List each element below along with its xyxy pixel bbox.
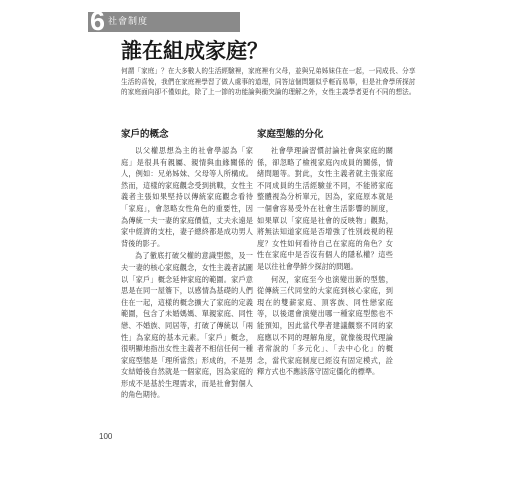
chapter-number: 6 xyxy=(90,6,106,36)
intro-paragraph: 何謂「家庭」？在大多數人的生活經驗裡，家庭裡有父母，並與兄弟姊妹住在一起，一同成長、分享生活的喜悅，我們在家庭裡學習了做人處事的道理，同答這個問題似乎輕而易舉，但是社會學所探討的家庭面向卻不僅如此，除了上一節的功能論與衝突論的理解之外，女性主義學者更有不同的想法。 xyxy=(121,67,416,97)
page-number: 100 xyxy=(99,432,113,441)
right-column-heading: 家庭型態的分化 xyxy=(257,129,324,140)
left-paragraph: 為了徹底打破父權的意識型態，及一夫一妻的核心家庭觀念，女性主義者試圖以「家戶」概念延伸家庭的範圍。家戶意思是在同一屋簷下，以感情為基礎的人們住在一起，這樣的概念擴大了家庭的定義範圍，包含了未婚媽媽、單親家庭、同性戀、不婚族、同居等，打破了傳統以「兩性」為家庭的基本元素。「家戶」概念，很明顯地指出女性主義者不相信任何一種家庭型態是「理所當然」形成的，不是男女結婚後自然就是一個家庭，因為家庭的形成不是基於生理需求，而是社會對個人的角色期待。 xyxy=(121,251,253,400)
right-column xyxy=(257,128,393,378)
left-column-heading: 家戶的概念 xyxy=(121,129,169,140)
right-paragraph: 社會學理論習慣討論社會與家庭的關係，卻忽略了檢視家庭內成員的關係，情緒問題等。對此，女性主義者就主張家庭不同成員的生活經驗並不同，不能將家庭整體視為分析單元，因為，家庭原本就是一個會容易受外在社會生活影響的制度，如果單以「家庭是社會的反映物」觀點，將無法知道家庭是否增強了性別歧視的程度？女性如何看待自己在家庭的角色？女性在家庭中是否沒有個人的隱私權？這些是以往社會學鮮少探討的問題。 xyxy=(257,146,393,271)
left-column xyxy=(121,128,253,401)
right-paragraph: 何況，家庭至今也演變出新的型態，從傳統三代同堂的大家庭到核心家庭，到現在的雙薪家庭、頂客族、同性戀家庭等，以後還會演變出哪一種家庭型態也不能預知，因此當代學者建議觀察不同的家庭應以不同的理解角度，就像後現代理論者常說的「多元化」、「去中心化」的概念，當代家庭制度已經沒有固定模式，詮釋方式也不應該落守固定僵化的標準。 xyxy=(257,274,393,377)
left-paragraph: 以父權思想為主的社會學認為「家庭」是很具有親屬、親情與血緣關係的人，例如：兄弟姊妹、父母等人所構成。然而，這樣的家庭觀念受到挑戰，女性主義者主張如果堅持以傳統家庭觀念看待「家庭」，會忽略女性角色的重要性，因為傳統一夫一妻的家庭價值，丈夫永遠是家中經濟的支柱，妻子總終都是成功男人背後的影子。 xyxy=(121,146,253,248)
page-title: 誰在組成家庭？ xyxy=(121,39,268,63)
chapter-title: 社會制度 xyxy=(108,17,149,27)
